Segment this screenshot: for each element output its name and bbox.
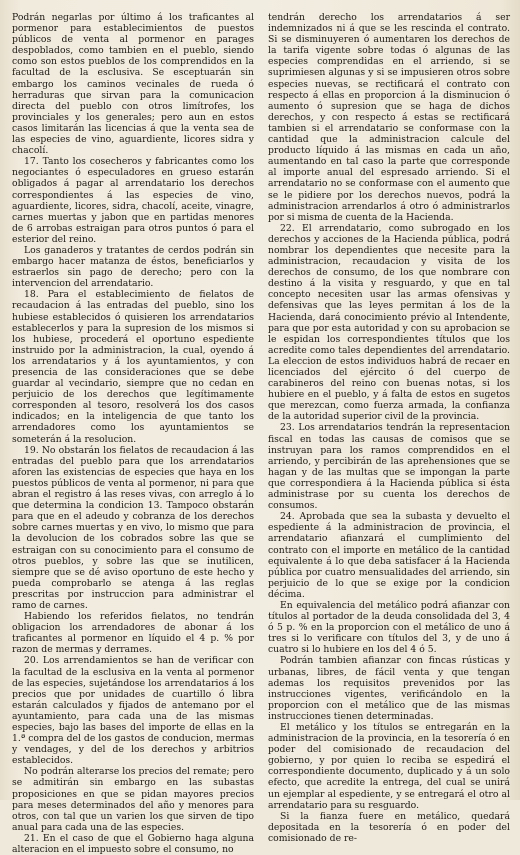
paragraph: 20. Los arrendamientos se han de verificar con la facultad de la esclusiva en la venta al pormenor de las especies, sujetándose los arrendatarios á los precios que por unidades de cuartillo ó libra estarán calculados y fijados de antemano por el ayuntamiento, para cada una de las mismas especies, bajo las bases del importe de ellas en la 1.ª compra del de los gastos de conducion, mermas y vendages, y del de los derechos y arbitrios establecidos. <box>12 655 254 767</box>
paragraph: 22. El arrendatario, como subrogado en los derechos y acciones de la Hacienda pública, podrá nombrar los dependientes que necesite para la administracion, recaudacion y visita de los derechos de consumo, de los que nombrare con destino á la visita y resguardo, y que en tal concepto necesiten usar las armas ofensivas y defensivas que las leyes permitan á los de la Hacienda, dará conocimiento prévio al Intendente, para que por esta autoridad y con su aprobacion se le espidan los correspondientes títulos que los acredite como tales dependientes del arrendatario. La eleccion de estos individuos habrá de recaer en licenciados del ejército ó del cuerpo de carabineros del reino con buenas notas, si los hubiere en el pueblo, y á falta de estos en sugetos que merezcan, como fuerza armada, la confianza de la autoridad superior civil de la provincia. <box>268 222 510 423</box>
paragraph: 21. En el caso de que el Gobierno haga alguna alteracion en el impuesto sobre el consumo, no <box>12 832 254 855</box>
paragraph: Podrán tambien afianzar con fincas rústicas y urbanas, libres, de fácil venta y que tengan ademas los requisitos prevenidos por las instrucciones vigentes, verificándolo en la proporcion con el metálico que de las mismas instrucciones tienen determinadas. <box>268 655 510 722</box>
paragraph: 19. No obstarán los fielatos de recaudacion á las entradas del pueblo para que los arrendatarios aforen las existencias de especies que haya en los puestos públicos de venta al pormenor, ni para que abran el registro á las reses vivas, con arreglo á lo que determina la condicion 13. Tampoco obstarán para que en el adeudo y cobranza de los derechos sobre carnes muertas y en vivo, lo mismo que para la devolucion de los cobrados sobre las que se estraigan con su conocimiento para el consumo de otros pueblos, y sobre las que se inutilicen, siempre que se dé aviso oportuno de este hecho y pueda comprobarlo se atenga á las reglas prescritas por instruccion para administrar el ramo de carnes. <box>12 444 254 611</box>
paragraph: No podrán alterarse los precios del remate; pero se admitirán sin embargo en las subastas proposiciones en que se pidan mayores precios para meses determinados del año y menores para otros, con tal que un varien los que sirven de tipo anual para cada una de las especies. <box>12 766 254 833</box>
paragraph: Si la fianza fuere en metálico, quedará depositada en la tesorería ó en poder del comisionado de re- <box>268 810 510 844</box>
paragraph: 18. Para el establecimiento de fielatos de recaudacion á las entradas del pueblo, sino los hubiese establecidos ó quisieren los arrendatarios establecerlos y para la supresion de los mismos si los hubiese, procederá el oportuno espediente instruido por la administracion, la cual, oyendo á los arrendatarios y á los ayuntamientos, y con presencia de las consideraciones que se debe guardar al vecindario, siempre que no cedan en perjuicio de los derechos que legítimamente corresponden al tesoro, resolverá los dos casos indicados; en la inteligencia de que tanto los arrendadores como los ayuntamientos se someterán á la resolucion. <box>12 289 254 445</box>
text-columns <box>12 12 510 855</box>
paragraph: En equivalencia del metálico podrá afianzar con títulos al portador de la deuda consolidada del 3, 4 ó 5 p. % en la proporcion con el metálico de uno á tres si lo verificare con títulos del 3, y de uno á cuatro si lo hubiere en los del 4 ó 5. <box>268 599 510 656</box>
right-column <box>268 12 510 844</box>
left-column <box>12 12 254 855</box>
paragraph: 23. Los arrendatarios tendrán la representacion fiscal en todas las causas de comisos que se instruyan para los ramos comprendidos en el arriendo, y percibirán de las aprehensiones que se hagan y de las multas que se impongan la parte que correspondiera á la Hacienda pública si ésta administrase por su cuenta los derechos de consumos. <box>268 422 510 512</box>
paragraph: El metálico y los títulos se entregarán en la administracion de la provincia, en la tesorería ó en poder del comisionado de recaudacion del gobierno, y por quien lo reciba se espedirá el correspondiente documento, duplicado y á un solo efecto, que acredite la entrega, del cual se unirá un ejemplar al espediente, y se entregará el otro al arrendatario para su resguardo. <box>268 722 510 811</box>
paragraph: Los ganaderos y tratantes de cerdos podrán sin embargo hacer matanza de éstos, beneficiarlos y estraerlos sin pago de derecho; pero con la intervencion del arrendatario. <box>12 244 254 290</box>
paragraph: 24. Aprobada que sea la subasta y devuelto el espediente á la administracion de provincia, el arrendatario afianzará el cumplimiento del contrato con el importe en metálico de la cantidad equivalente á lo que deba satisfacer á la Hacienda pública por cuatro mensualidades del arriendo, sin perjuicio de lo que se exige por la condicion décima. <box>268 511 510 600</box>
paragraph: 17. Tanto los cosecheros y fabricantes como los negociantes ó especuladores en grueso estarán obligados á pagar al arrendatario los derechos correspondientes á las especies de vino, aguardiente, licores, sidra, chacolí, aceite, vinagre, carnes muertas y jabon que en partidas menores de 6 arrobas estraigan para otros puntos ó para el esterior del reino. <box>12 156 254 245</box>
paragraph: Habiendo los referidos fielatos, no tendrán obligacion los arrendadores de abonar á los traficantes al pormenor en líquido el 4 p. % por razon de mermas y derrames. <box>12 611 254 656</box>
paragraph: Podrán negarlas por último á los traficantes al pormenor para establecimientos de puestos públicos de venta al pormenor en parages despoblados, como tambien en el pueblo, siendo como son estos pueblos de los comprendidos en la facultad de la esclusiva. Se esceptuarán sin embargo los caminos vecinales de rueda ó herraduras que sirvan para la comunicacion directa del pueblo con otros limítrofes, los provinciales y los generales; pero aun en estos casos limitarán las licencias á que la venta sea de las especies de vino, aguardiente, licores sidra y chacolí. <box>12 12 254 157</box>
paragraph: tendrán derecho los arrendatarios á ser indemnizados ni á que se les rescinda el contrato. Si se disminuyeren ó aumentaren los derechos de la tarifa vigente sobre todas ó algunas de las especies comprendidas en el arriendo, si se suprimiesen algunas y si se impusieren otros sobre especies nuevas, se rectificará el contrato con respecto á ellas en proporcion á la disminucion ó aumento ó supresion que se haga de dichos derechos, y con respecto á estas se rectificará tambien si el arrendatario se conformase con la cantidad que la administracion calcule del producto líquido á las mismas en cada un año, aumentando en tal caso la parte que corresponde al importe anual del espresado arriendo. Si el arrendatario no se conformase con el aumento que se le pidiere por los derechos nuevos, podrá la administracion arrendarlos á otro ó administrarlos por si misma de cuenta de la Hacienda. <box>268 12 510 223</box>
